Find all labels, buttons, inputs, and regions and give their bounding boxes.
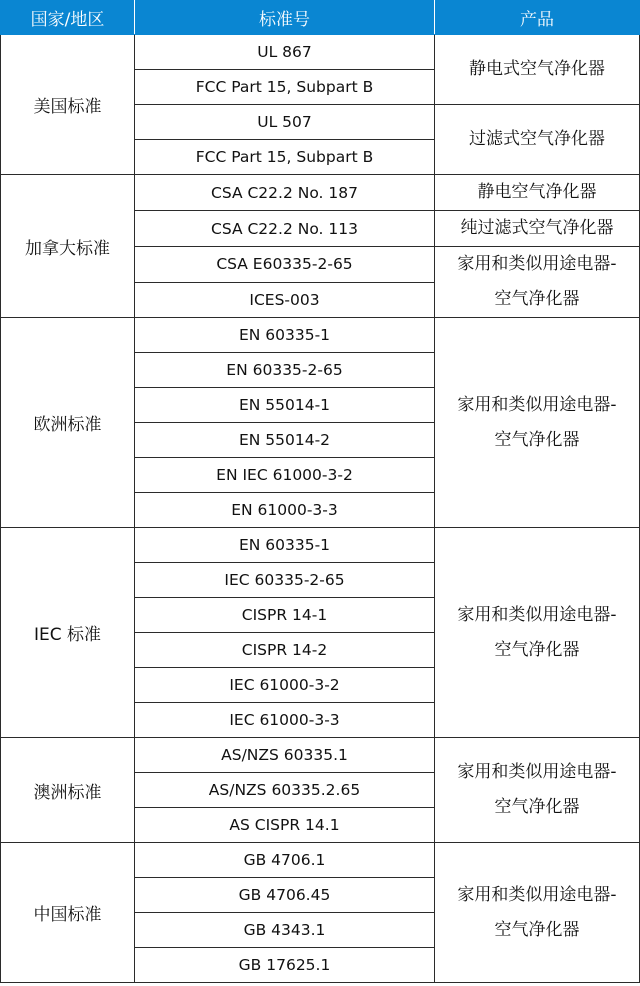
group-china: [1, 843, 640, 983]
standard-cell: EN IEC 61000-3-2: [135, 458, 435, 493]
standard-cell: FCC Part 15, Subpart B: [135, 140, 435, 175]
product-cell: [435, 105, 640, 175]
product-line: 空气净化器: [494, 797, 580, 817]
table-row: [1, 35, 640, 70]
product-cell: [435, 318, 640, 528]
product-line: 家用和类似用途电器-: [457, 394, 617, 415]
product-line: 空气净化器: [494, 289, 580, 309]
table-row: [1, 738, 640, 773]
group-usa: [1, 35, 640, 175]
product-cell: [435, 247, 640, 318]
product-line: 空气净化器: [494, 919, 580, 940]
product-line: 家用和类似用途电器-: [457, 604, 617, 625]
standard-cell: EN 60335-1: [135, 528, 435, 563]
product-line: 纯过滤式空气净化器: [460, 218, 614, 238]
standard-cell: ICES-003: [135, 282, 435, 318]
region-cell: 美国标准: [1, 35, 135, 175]
region-cell: 欧洲标准: [1, 318, 135, 528]
product-line: 静电空气净化器: [477, 182, 597, 202]
product-cell: [435, 528, 640, 738]
header-row: [1, 1, 640, 35]
standard-cell: CSA E60335-2-65: [135, 247, 435, 283]
product-line: 空气净化器: [494, 429, 580, 450]
header-standard: 标准号: [135, 1, 435, 35]
standard-cell: AS/NZS 60335.2.65: [135, 773, 435, 808]
standard-cell: UL 867: [135, 35, 435, 70]
standard-cell: GB 4706.45: [135, 878, 435, 913]
product-line: 空气净化器: [494, 639, 580, 660]
standard-cell: EN 60335-1: [135, 318, 435, 353]
standard-cell: IEC 61000-3-2: [135, 668, 435, 703]
table-row: [1, 843, 640, 878]
standard-cell: AS CISPR 14.1: [135, 808, 435, 843]
standard-cell: EN 61000-3-3: [135, 493, 435, 528]
standard-cell: EN 60335-2-65: [135, 353, 435, 388]
table-row: [1, 528, 640, 563]
product-cell: [435, 35, 640, 105]
standard-cell: EN 55014-1: [135, 388, 435, 423]
group-iec: [1, 528, 640, 738]
region-cell: 中国标准: [1, 843, 135, 983]
standard-cell: CISPR 14-1: [135, 598, 435, 633]
product-cell: [435, 175, 640, 211]
product-line: 家用和类似用途电器-: [457, 762, 617, 782]
product-line: 家用和类似用途电器-: [457, 884, 617, 905]
product-line: 静电式空气净化器: [469, 59, 605, 79]
standard-cell: IEC 61000-3-3: [135, 703, 435, 738]
group-europe: [1, 318, 640, 528]
header-region: 国家/地区: [1, 1, 135, 35]
group-canada: [1, 175, 640, 318]
product-cell: [435, 738, 640, 843]
product-line: 过滤式空气净化器: [469, 129, 605, 149]
region-cell: 澳洲标准: [1, 738, 135, 843]
standard-cell: GB 4706.1: [135, 843, 435, 878]
standard-cell: GB 17625.1: [135, 948, 435, 983]
table-row: [1, 175, 640, 211]
standard-cell: FCC Part 15, Subpart B: [135, 70, 435, 105]
standard-cell: CSA C22.2 No. 113: [135, 211, 435, 247]
header-product: 产品: [435, 1, 640, 35]
standard-cell: GB 4343.1: [135, 913, 435, 948]
standard-cell: CSA C22.2 No. 187: [135, 175, 435, 211]
table-row: [1, 318, 640, 353]
standard-cell: UL 507: [135, 105, 435, 140]
standard-cell: CISPR 14-2: [135, 633, 435, 668]
region-cell: 加拿大标准: [1, 175, 135, 318]
standard-cell: IEC 60335-2-65: [135, 563, 435, 598]
product-cell: [435, 843, 640, 983]
group-australia: [1, 738, 640, 843]
product-cell: [435, 211, 640, 247]
standard-cell: EN 55014-2: [135, 423, 435, 458]
product-line: 家用和类似用途电器-: [457, 254, 617, 274]
standard-cell: AS/NZS 60335.1: [135, 738, 435, 773]
region-cell: IEC 标准: [1, 528, 135, 738]
